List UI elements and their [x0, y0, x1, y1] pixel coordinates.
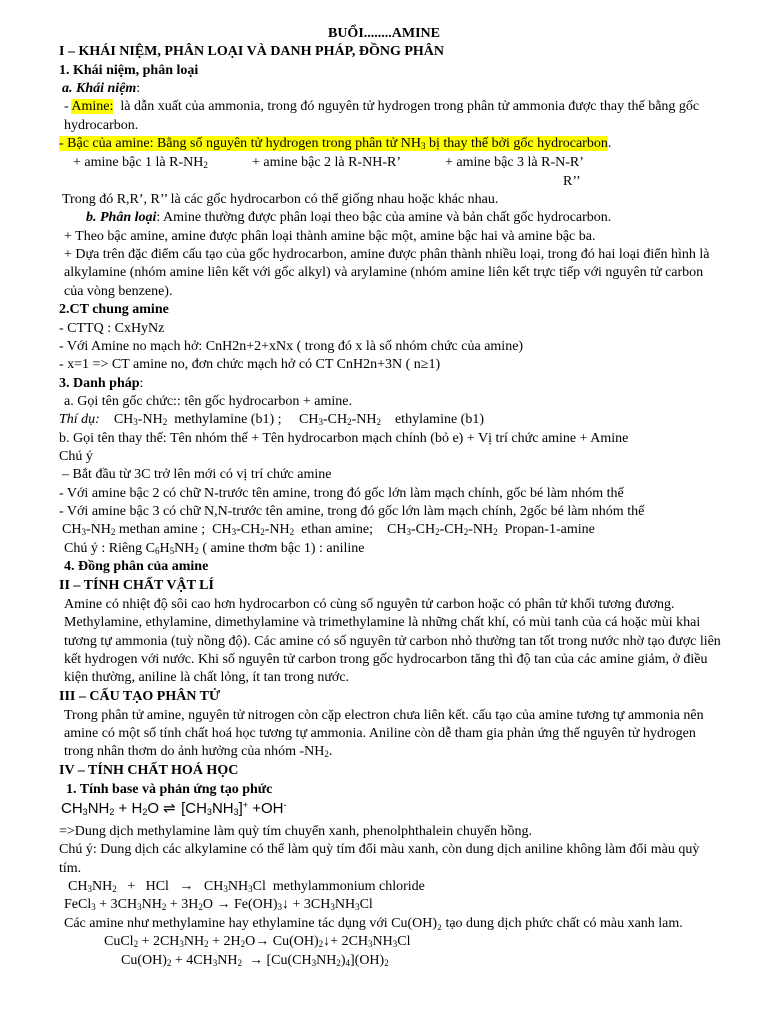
structure-p3: trong nhân thơm do ảnh hưởng của nhóm $-NH_2$. [64, 744, 333, 759]
physical-p3: tương tự ammonia (tuỳ nồng độ). Các amine có số nguyên tử carbon nhỏ thường tan tốt trong nước nhờ tạo được liên [64, 634, 721, 649]
amine-definition-line: - Amine: là dẫn xuất của ammonia, trong đó nguyên tử hydrogen trong phân tử ammonia được thay thế bằng gốc [64, 99, 700, 114]
subsection-1-4-heading: 4. Đồng phân của amine [64, 559, 209, 574]
naming-examples: $CH_3-NH_2$ methan amine ; $CH_3-CH_2-NH_2$ ethan amine; $CH_3-CH_2-CH_2-NH_2$ Propan-1-amine [62, 522, 595, 537]
aniline-note: Chú ý : Riêng $C_6H_5NH_2$ ( amine thơm bậc 1) : aniline [64, 541, 365, 556]
degree-definition-highlight: - Bậc của amine: Bằng số nguyên tử hydrogen trong phân tử $NH_3$ bị thay thế bởi gốc hydrocarbon [59, 136, 608, 151]
subsection-1-3-heading-line: 3. Danh pháp: [59, 376, 144, 391]
note-tertiary: - Với amine bậc 3 có chữ N,N-trước tên amine, trong đó gốc lớn làm mạch chính, 2gốc bé làm nhóm thế [59, 504, 645, 519]
definition-label: a. Khái niệm [62, 81, 137, 96]
cucl2-reaction: CuCl$_2$ + $2CH_3NH_2 + 2H_2O\to$ $Cu(OH)_2↓+ 2CH_3NH_3Cl$ [104, 934, 411, 949]
indicator-line: =>Dung dịch methylamine làm quỳ tím chuyển xanh, phenolphthalein chuyển hồng. [59, 824, 533, 839]
by-structure-line-2: alkylamine (nhóm amine liên kết với gốc alkyl) và arylamine (nhóm amine liên kết trực tiếp với nguyên tử carbon [64, 265, 704, 280]
hcl-reaction: $CH_3NH_2$ + HCl → $CH_3NH_3Cl$ methylammonium chloride [68, 879, 425, 894]
fecl3-reaction: FeCl$_3$ + $3CH_3NH_2 + 3H_2O$ → $Fe(OH)_3↓ + 3CH_3NH_3Cl$ [64, 897, 373, 912]
degree-1: + amine bậc 1 là $R-NH_2$ [73, 155, 208, 170]
subsection-4-1-heading: 1. Tính base và phản ứng tạo phức [66, 782, 273, 797]
subsection-1-2-heading: 2.CT chung amine [59, 302, 169, 317]
complex-reaction: $Cu(OH)_2 + 4CH_3NH_2 \to [Cu(CH_3NH_2)_4](OH)_2$ [121, 953, 389, 968]
structure-p1: Trong phân tử amine, nguyên tử nitrogen còn cặp electron chưa liên kết. cấu tạo của amine tương tự ammonia nên [64, 708, 704, 723]
where-line: Trong đó R,R’, R’’ là các gốc hydrocarbon có thể giống nhau hoặc khác nhau. [62, 192, 499, 207]
degree-definition-line: - Bậc của amine: Bằng số nguyên tử hydrogen trong phân tử $NH_3$ bị thay thế bởi gốc hydrocarbon. [59, 136, 612, 151]
alkylamine-note-2: tím. [59, 861, 82, 876]
copper-complex-line: Các amine như methylamine hay ethylamine tác dụng với Cu(OH)₂ tạo dung dịch phức chất có màu xanh lam. [64, 916, 683, 931]
alkylamine-note-1: Chú ý: Dung dịch các alkylamine có thể làm quỳ tím đổi màu xanh, còn dung dịch aniline không làm đổi màu quỳ [59, 842, 700, 857]
document-title: BUỔI........AMINE [327, 26, 440, 41]
by-structure-line-3: của vòng benzene). [64, 284, 173, 299]
note-position: – Bắt đầu từ 3C trở lên mới có vị trí chức amine [62, 467, 332, 482]
by-structure-line-1: + Dựa trên đặc điểm cấu tạo của gốc hydrocarbon, amine được phân thành nhiều loại, trong đó hai loại điển hình là [64, 247, 710, 262]
physical-p2: Methylamine, ethylamine, dimethylamine và trimethylamine là những chất khí, có mùi tanh của cá hoặc mùi khai [64, 615, 701, 630]
section-3-heading: III – CẤU TẠO PHÂN TỬ [59, 689, 221, 704]
classification-label: b. Phân loại [86, 210, 157, 225]
by-degree-line: + Theo bậc amine, amine được phân loại thành amine bậc một, amine bậc hai và amine bậc ba. [64, 229, 596, 244]
example-label: Thí dụ: [59, 412, 100, 427]
physical-p1: Amine có nhiệt độ sôi cao hơn hydrocarbon có cùng số nguyên tử carbon hoặc có phân tử khối tương đương. [64, 597, 675, 612]
section-1-heading: I – KHÁI NIỆM, PHÂN LOẠI VÀ DANH PHÁP, ĐỒNG PHÂN [59, 44, 445, 59]
base-equilibrium-equation: $CH_3NH_2 + H_2O$ ⇌ $[CH_3NH_3]^+ +OH^-$ [61, 800, 287, 817]
substitutive-naming: b. Gọi tên thay thế: Tên nhóm thế + Tên hydrocarbon mạch chính (bỏ e) + Vị trí chức amine + Amine [59, 431, 629, 446]
radical-functional-naming: a. Gọi tên gốc chức:: tên gốc hydrocarbon + amine. [64, 394, 352, 409]
example-line: Thí dụ: $CH_3-NH_2$ methylamine (b1) ; $CH_3-CH_2-NH_2$ ethylamine (b1) [59, 412, 484, 427]
general-formula: - CTTQ : CxHyNz [59, 321, 165, 336]
degree-3: + amine bậc 3 là R-N-R’ [445, 155, 584, 170]
amine-highlight: Amine: [71, 99, 114, 114]
amine-definition-line-2: hydrocarbon. [64, 118, 139, 133]
degree-2: + amine bậc 2 là R-NH-R’ [252, 155, 402, 170]
physical-p4: kết hydrogen với nước. Khi số nguyên tử carbon trong gốc hydrocarbon tăng thì độ tan của các amine giảm, ở điều [64, 652, 708, 667]
note-secondary: - Với amine bậc 2 có chữ N-trước tên amine, trong đó gốc lớn làm mạch chính, gốc bé làm nhóm thế [59, 486, 624, 501]
section-2-heading: II – TÍNH CHẤT VẬT LÍ [59, 578, 214, 593]
classification-line: b. Phân loại: Amine thường được phân loại theo bậc của amine và bản chất gốc hydrocarbon. [86, 210, 612, 225]
physical-p5: kiện thường, aniline là chất lỏng, ít tan trong nước. [64, 670, 350, 685]
note-label: Chú ý [59, 449, 93, 464]
section-4-heading: IV – TÍNH CHẤT HOÁ HỌC [59, 763, 239, 778]
degree-3-branch: R’’ [563, 174, 581, 189]
saturated-formula: - Với Amine no mạch hở: CnH2n+2+xNx ( trong đó x là số nhóm chức của amine) [59, 339, 524, 354]
subsection-1-3-heading: 3. Danh pháp [59, 376, 140, 391]
definition-label-line: a. Khái niệm: [62, 81, 141, 96]
structure-p2: amine có một số tính chất hoá học tương tự ammonia. Aniline còn dễ tham gia phản ứng thế nguyên tử hydrogen [64, 726, 696, 741]
amine-definition-text: là dẫn xuất của ammonia, trong đó nguyên tử hydrogen trong phân tử ammonia được thay thế bằng gốc [120, 99, 700, 114]
subsection-1-1-heading: 1. Khái niệm, phân loại [59, 63, 199, 78]
monoamine-formula: - x=1 => CT amine no, đơn chức mạch hở có CT CnH2n+3N ( n≥1) [59, 357, 441, 372]
